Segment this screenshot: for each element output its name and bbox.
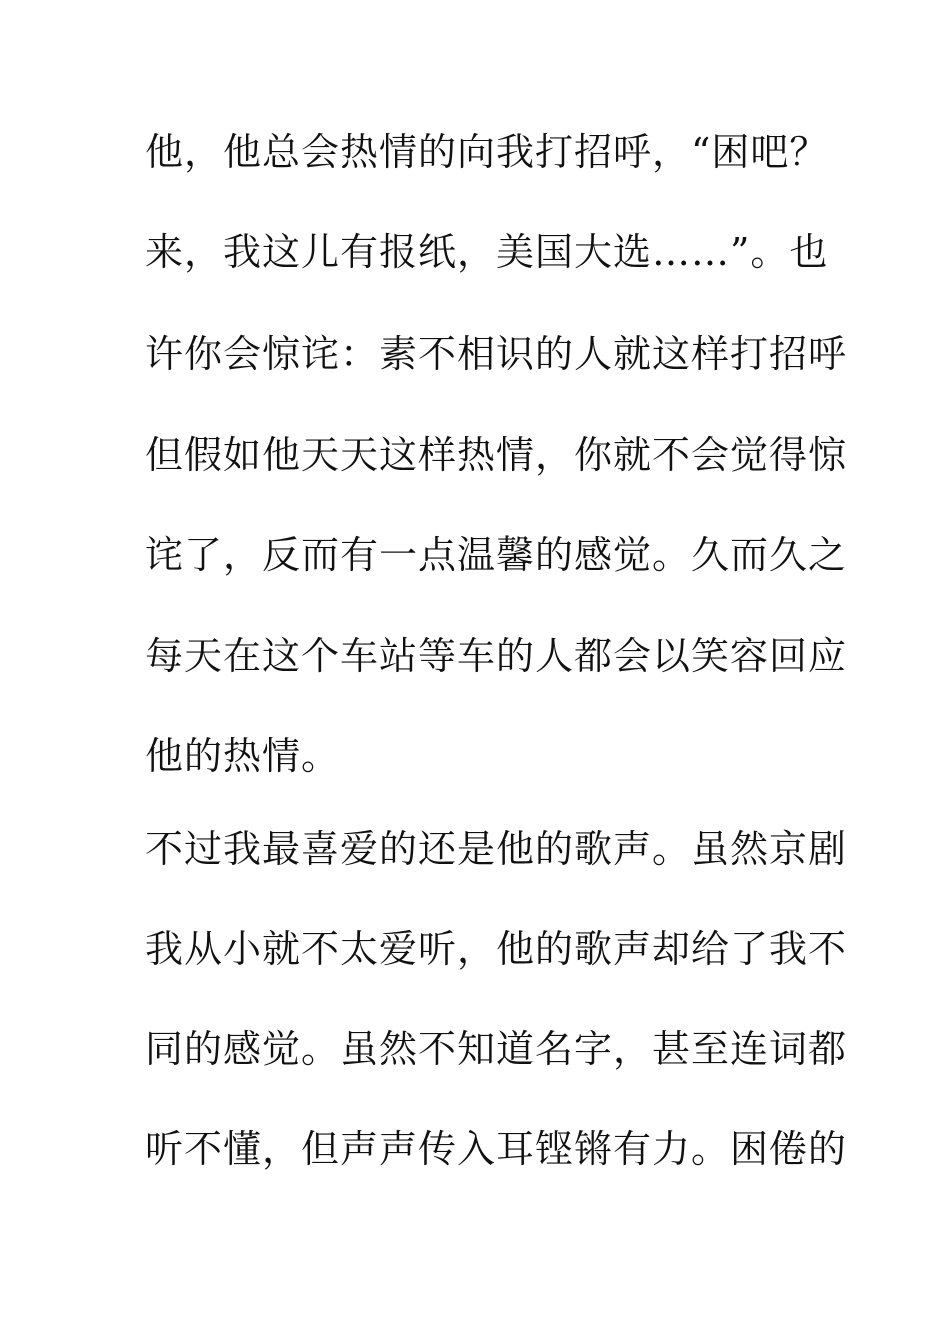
- text-line-1: 他，他总会热情的向我打招呼，“困吧？: [145, 130, 829, 174]
- text-line-9: 我从小就不太爱听，他的歌声却给了我不: [145, 927, 848, 971]
- text-line-7: 他的热情。: [145, 734, 341, 778]
- text-line-4: 但假如他天天这样热情，你就不会觉得惊: [145, 433, 848, 477]
- text-line-3: 许你会惊诧：素不相识的人就这样打招呼: [145, 332, 848, 376]
- text-line-10: 同的感觉。虽然不知道名字，甚至连词都: [145, 1027, 848, 1071]
- text-line-6: 每天在这个车站等车的人都会以笑容回应: [145, 634, 848, 678]
- text-line-8: 不过我最喜爱的还是他的歌声。虽然京剧: [145, 827, 848, 871]
- text-line-2: 来，我这儿有报纸，美国大选……”。也: [145, 230, 829, 274]
- text-line-5: 诧了，反而有一点温馨的感觉。久而久之: [145, 533, 848, 577]
- text-line-11: 听不懂，但声声传入耳铿锵有力。困倦的: [145, 1127, 848, 1171]
